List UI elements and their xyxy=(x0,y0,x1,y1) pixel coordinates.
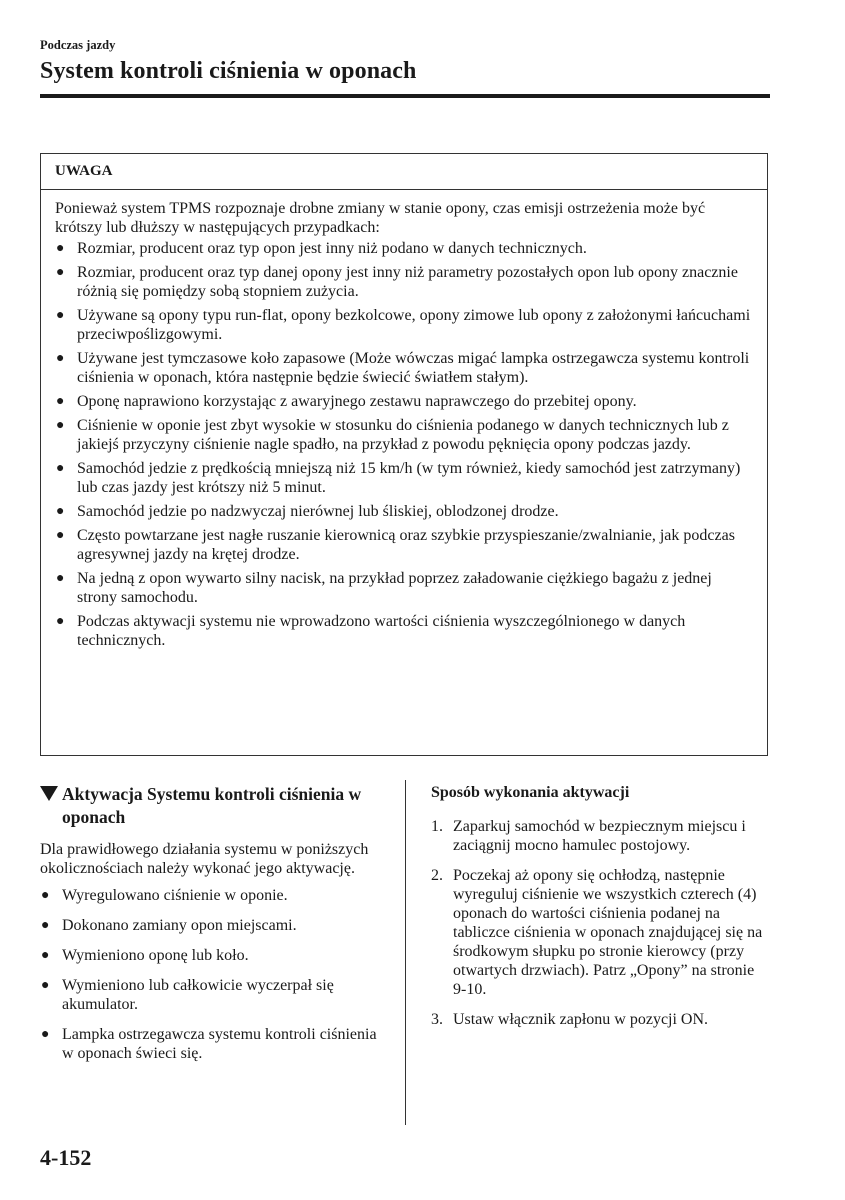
list-item-text: Wymieniono oponę lub koło. xyxy=(62,947,249,964)
bullet-icon: ● xyxy=(56,308,65,323)
bullet-icon: ● xyxy=(56,418,65,433)
list-item-text: Dokonano zamiany opon miejscami. xyxy=(62,917,297,934)
list-item-text: Lampka ostrzegawcza systemu kontroli ciśnienia w oponach świeci się. xyxy=(62,1026,377,1062)
bullet-icon: ● xyxy=(41,918,50,933)
bullet-icon: ● xyxy=(56,504,65,519)
list-item-text: Na jedną z opon wywarto silny nacisk, na przykład poprzez załadowanie ciężkiego bagażu z jednej strony samochodu. xyxy=(77,570,712,606)
bullet-icon: ● xyxy=(56,241,65,256)
list-item xyxy=(40,916,388,935)
bullet-icon: ● xyxy=(41,1027,50,1042)
list-item-text: Ciśnienie w oponie jest zbyt wysokie w stosunku do ciśnienia podanego w danych technicznych lub z jakiejś przyczyny ciśnienie nagle spadło, na przykład z powodu pęknięcia opony podczas jazdy. xyxy=(77,417,729,453)
bullet-icon: ● xyxy=(56,614,65,629)
list-item-text: Wymieniono lub całkowicie wyczerpał się akumulator. xyxy=(62,977,334,1013)
left-column xyxy=(40,783,388,1074)
section-label: Podczas jazdy xyxy=(40,38,116,52)
bullet-icon: ● xyxy=(56,265,65,280)
activation-list xyxy=(40,886,388,1063)
list-item xyxy=(55,569,751,607)
activation-heading-text: Aktywacja Systemu kontroli ciśnienia w oponach xyxy=(62,784,362,827)
step-text: Zaparkuj samochód w bezpiecznym miejscu i zaciągnij mocno hamulec postojowy. xyxy=(453,818,746,854)
page-number: 4-152 xyxy=(40,1145,92,1170)
notice-box xyxy=(40,153,768,756)
bullet-icon: ● xyxy=(41,948,50,963)
list-item-text: Samochód jedzie po nadzwyczaj nierównej lub śliskiej, oblodzonej drodze. xyxy=(77,503,559,520)
activation-intro: Dla prawidłowego działania systemu w poniższych okolicznościach należy wykonać jego aktywację. xyxy=(40,841,369,877)
step-text: Poczekaj aż opony się ochłodzą, następnie wyreguluj ciśnienie we wszystkich czterech (4) oponach do wartości ciśnienia podanej na tabliczce ciśnienia w oponach znajdującej się na środkowym słupku po stronie kierowcy (przy otwartych drzwiach). Patrz „Opony” na stronie 9-10. xyxy=(453,867,763,998)
bullet-icon: ● xyxy=(56,461,65,476)
list-item xyxy=(55,416,751,454)
list-item xyxy=(40,1025,388,1063)
notice-intro: Ponieważ system TPMS rozpoznaje drobne zmiany w stanie opony, czas emisji ostrzeżenia może być krótszy lub dłuższy w następujących przypadkach: xyxy=(55,200,706,236)
list-item xyxy=(40,976,388,1014)
step-number: 3. xyxy=(431,1011,443,1028)
procedure-heading: Sposób wykonania aktywacji xyxy=(431,784,630,801)
step-number: 1. xyxy=(431,818,443,835)
list-item xyxy=(55,239,751,258)
step-number: 2. xyxy=(431,867,443,884)
list-item xyxy=(55,502,751,521)
list-item-text: Często powtarzane jest nagłe ruszanie kierownicą oraz szybkie przyspieszanie/zwalnianie, jak podczas agresywnej jazdy na krętej drodze. xyxy=(77,527,735,563)
list-item xyxy=(55,459,751,497)
bullet-icon: ● xyxy=(56,528,65,543)
notice-list xyxy=(55,239,751,650)
bullet-icon: ● xyxy=(56,571,65,586)
list-item-text: Używane są opony typu run-flat, opony bezkolcowe, opony zimowe lub opony z założonymi łańcuchami przeciwpoślizgowymi. xyxy=(77,307,751,343)
list-item xyxy=(40,946,388,965)
triangle-down-icon xyxy=(40,786,58,801)
list-item-text: Podczas aktywacji systemu nie wprowadzono wartości ciśnienia wyszczególnionego w danych technicznych. xyxy=(77,613,686,649)
bullet-icon: ● xyxy=(56,394,65,409)
step-item xyxy=(431,1010,771,1029)
step-item xyxy=(431,866,771,999)
list-item-text: Wyregulowano ciśnienie w oponie. xyxy=(62,887,288,904)
activation-heading xyxy=(40,783,388,829)
notice-heading: UWAGA xyxy=(41,154,767,190)
notice-body xyxy=(41,190,767,650)
step-text: Ustaw włącznik zapłonu w pozycji ON. xyxy=(453,1011,709,1028)
list-item xyxy=(55,526,751,564)
bullet-icon: ● xyxy=(56,351,65,366)
list-item-text: Rozmiar, producent oraz typ opon jest inny niż podano w danych technicznych. xyxy=(77,240,587,257)
title-rule xyxy=(40,94,770,98)
list-item-text: Rozmiar, producent oraz typ danej opony jest inny niż parametry pozostałych opon lub opony znacznie różnią się pomiędzy sobą stopniem zużycia. xyxy=(77,264,738,300)
list-item-text: Samochód jedzie z prędkością mniejszą niż 15 km/h (w tym również, kiedy samochód jest zatrzymany) lub czas jazdy jest krótszy niż 5 minut. xyxy=(77,460,741,496)
page-title: System kontroli ciśnienia w oponach xyxy=(40,58,417,84)
list-item-text: Używane jest tymczasowe koło zapasowe (Może wówczas migać lampka ostrzegawcza systemu kontroli ciśnienia w oponach, która następnie będzie świecić światłem stałym). xyxy=(77,350,750,386)
list-item xyxy=(40,886,388,905)
list-item xyxy=(55,612,751,650)
right-column xyxy=(431,783,771,1040)
procedure-steps xyxy=(431,817,771,1029)
step-item xyxy=(431,817,771,855)
list-item xyxy=(55,392,751,411)
list-item-text: Oponę naprawiono korzystając z awaryjnego zestawu naprawczego do przebitej opony. xyxy=(77,393,637,410)
list-item xyxy=(55,263,751,301)
list-item xyxy=(55,349,751,387)
column-divider xyxy=(405,780,406,1125)
list-item xyxy=(55,306,751,344)
bullet-icon: ● xyxy=(41,888,50,903)
bullet-icon: ● xyxy=(41,978,50,993)
